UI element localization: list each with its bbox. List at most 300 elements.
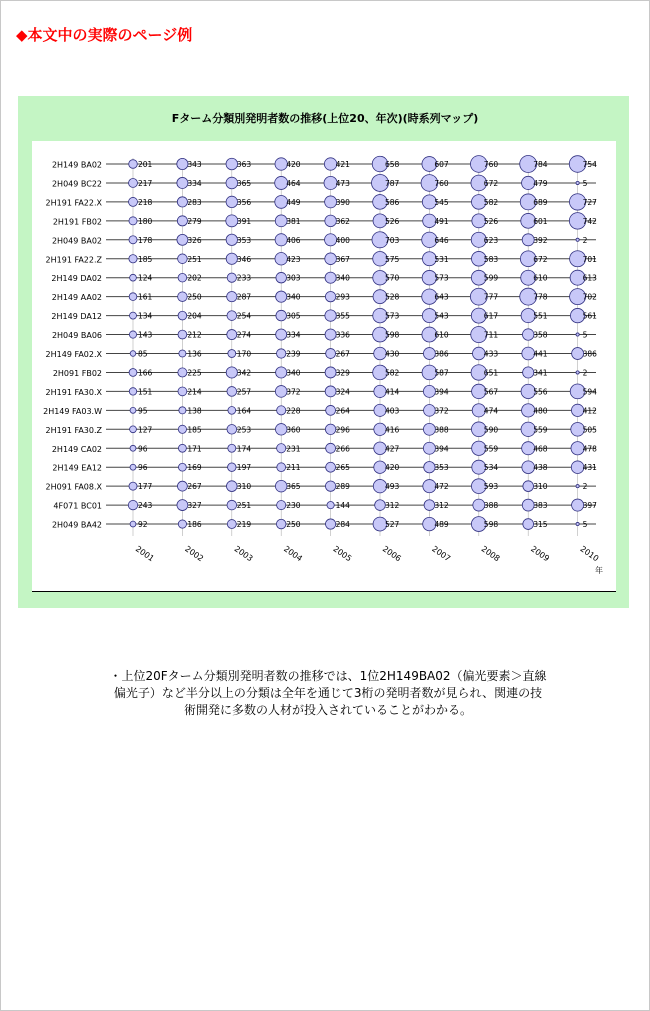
bubble [130, 426, 137, 433]
value-label: 431 [582, 463, 597, 473]
value-label: 531 [434, 254, 449, 264]
value-label: 367 [335, 254, 350, 264]
value-label: 646 [434, 235, 449, 245]
bubble [325, 481, 335, 491]
value-label: 267 [335, 349, 350, 359]
value-label: 449 [286, 197, 301, 207]
value-label: 186 [187, 520, 202, 530]
value-label: 197 [236, 463, 252, 473]
value-label: 312 [385, 501, 400, 511]
value-label: 219 [236, 520, 252, 530]
value-label: 363 [236, 160, 252, 169]
bubble [277, 406, 286, 415]
value-label: 414 [385, 387, 400, 397]
value-label: 144 [335, 501, 350, 511]
value-label: 95 [138, 406, 148, 416]
value-label: 372 [286, 387, 301, 397]
bubble [129, 255, 137, 263]
value-label: 217 [138, 178, 153, 188]
value-label: 689 [533, 197, 548, 207]
value-label: 570 [385, 273, 400, 283]
value-label: 420 [286, 160, 301, 169]
value-label: 778 [533, 292, 548, 302]
value-label: 394 [434, 444, 449, 454]
value-label: 303 [286, 273, 301, 283]
value-label: 587 [434, 368, 449, 378]
bubble [177, 500, 188, 511]
value-label: 472 [434, 482, 449, 492]
value-label: 473 [335, 178, 350, 188]
bubble [576, 181, 579, 184]
bubble [227, 273, 236, 282]
value-label: 651 [483, 368, 499, 378]
bubble [130, 351, 136, 357]
bubble [128, 500, 137, 509]
bubble [277, 444, 286, 453]
value-label: 251 [236, 501, 252, 511]
value-label: 202 [187, 273, 202, 283]
bubble [177, 158, 188, 169]
value-label: 599 [483, 273, 499, 283]
value-label: 394 [434, 387, 449, 397]
value-label: 225 [187, 368, 202, 378]
value-label: 324 [335, 387, 350, 397]
value-label: 170 [236, 349, 252, 359]
value-label: 672 [533, 254, 548, 264]
value-label: 658 [385, 160, 400, 169]
value-label: 491 [434, 216, 449, 226]
value-label: 433 [483, 349, 499, 359]
bubble [326, 405, 336, 415]
bubble [227, 292, 237, 302]
row-label: 2H149 DA02 [51, 274, 102, 284]
value-label: 346 [236, 254, 252, 264]
value-label: 777 [483, 292, 499, 302]
value-label: 336 [335, 330, 350, 340]
bubble [130, 464, 136, 470]
bubble [178, 387, 187, 396]
value-label: 479 [533, 178, 548, 188]
bubble [226, 367, 237, 378]
bubble [228, 350, 236, 358]
bubble [129, 197, 138, 206]
row-label: 2H091 FB02 [52, 368, 102, 378]
value-label: 355 [335, 311, 350, 321]
bubble [178, 444, 186, 452]
value-label: 180 [138, 216, 153, 226]
value-label: 267 [187, 482, 202, 492]
value-label: 386 [582, 349, 597, 359]
value-label: 274 [236, 330, 252, 340]
value-label: 474 [483, 406, 499, 416]
value-label: 742 [582, 216, 597, 226]
value-label: 390 [335, 197, 350, 207]
bubble [130, 274, 137, 281]
row-label: 2H149 BA02 [51, 160, 102, 170]
bubble [178, 368, 187, 377]
bubble [177, 177, 188, 188]
row-label: 2H049 BA02 [51, 236, 102, 246]
value-label: 703 [385, 235, 400, 245]
bubble [129, 236, 137, 244]
bubble [277, 349, 286, 358]
value-label: 329 [335, 368, 350, 378]
bubble [576, 371, 579, 374]
bubble [576, 238, 579, 241]
value-label: 480 [533, 406, 548, 416]
value-label: 441 [533, 349, 548, 359]
bubble [129, 369, 137, 377]
value-label: 164 [236, 406, 252, 416]
bubble [424, 462, 435, 473]
bubble [130, 312, 137, 319]
bubble [325, 367, 336, 378]
page-heading: ◆本文中の実際のページ例 [16, 26, 193, 44]
value-label: 305 [286, 311, 301, 321]
bubble [178, 254, 188, 264]
value-label: 353 [434, 463, 449, 473]
value-label: 264 [335, 406, 350, 416]
value-label: 423 [286, 254, 301, 264]
value-label: 400 [335, 235, 350, 245]
value-label: 253 [236, 425, 252, 435]
value-label: 161 [138, 292, 153, 302]
value-label: 171 [187, 444, 202, 454]
value-label: 185 [187, 425, 202, 435]
bubble [276, 291, 287, 302]
bubble [277, 463, 286, 472]
value-label: 607 [434, 160, 449, 169]
value-label: 527 [385, 520, 400, 530]
value-label: 406 [286, 235, 301, 245]
value-label: 582 [483, 197, 499, 207]
bubble [227, 387, 237, 397]
value-label: 341 [533, 368, 548, 378]
value-label: 284 [335, 520, 350, 530]
value-label: 360 [286, 425, 301, 435]
value-label: 478 [582, 444, 597, 454]
value-label: 174 [236, 444, 252, 454]
value-label: 279 [187, 216, 202, 226]
bubble [276, 519, 286, 529]
value-label: 594 [582, 387, 597, 397]
value-label: 212 [187, 330, 202, 340]
row-label: 2H191 FA30.X [45, 387, 102, 397]
value-label: 293 [335, 292, 350, 302]
bubble [325, 424, 335, 434]
value-label: 233 [236, 273, 252, 283]
value-label: 464 [286, 178, 301, 188]
value-label: 204 [187, 311, 202, 321]
bubble [178, 330, 187, 339]
value-label: 623 [483, 235, 499, 245]
value-label: 727 [582, 197, 597, 207]
value-label: 315 [533, 520, 548, 530]
bubble [276, 329, 287, 340]
value-label: 231 [286, 444, 301, 454]
value-label: 573 [434, 273, 449, 283]
row-label: 2H149 CA02 [51, 444, 102, 454]
row-label: 2H191 FA22.Z [45, 255, 102, 265]
bubble [276, 367, 287, 378]
value-label: 388 [434, 425, 449, 435]
x-tick-label: 2005 [331, 544, 354, 564]
bubble [276, 310, 287, 321]
bubble [177, 216, 187, 226]
x-tick-label: 2002 [183, 544, 206, 564]
value-label: 551 [533, 311, 548, 321]
x-tick-label: 2007 [430, 544, 453, 564]
value-label: 534 [483, 463, 499, 473]
value-label: 702 [582, 292, 597, 302]
bubble [228, 406, 236, 414]
value-label: 427 [385, 444, 400, 454]
value-label: 420 [385, 463, 400, 473]
value-label: 166 [138, 368, 153, 378]
value-label: 2 [582, 368, 588, 378]
value-label: 143 [138, 330, 153, 340]
value-label: 177 [138, 482, 153, 492]
row-label: 2H149 FA02.X [45, 350, 102, 359]
bubble [129, 482, 137, 490]
value-label: 251 [187, 254, 202, 264]
bubble [179, 350, 186, 357]
value-label: 92 [138, 520, 148, 530]
bubble [523, 481, 534, 492]
value-label: 134 [138, 311, 153, 321]
bubble [226, 196, 237, 207]
bubble [277, 501, 286, 510]
value-label: 340 [286, 368, 301, 378]
value-label: 201 [138, 160, 153, 169]
bubble [178, 425, 186, 433]
bubble [227, 330, 237, 340]
value-label: 257 [236, 387, 252, 397]
x-axis-label: 年 [595, 566, 603, 575]
value-label: 672 [483, 178, 499, 188]
value-label: 365 [286, 482, 301, 492]
row-label: 2H191 FB02 [52, 217, 102, 227]
value-label: 2 [582, 235, 588, 245]
value-label: 392 [533, 235, 548, 245]
value-label: 214 [187, 387, 202, 397]
value-label: 2 [582, 482, 588, 492]
row-label: 2H049 BC22 [51, 179, 102, 189]
row-label: 2H149 EA12 [52, 463, 102, 473]
bubble [178, 273, 187, 282]
bubble [178, 311, 187, 320]
value-label: 381 [286, 216, 301, 226]
bubble [325, 310, 336, 321]
value-label: 559 [533, 425, 548, 435]
bubble [130, 407, 136, 413]
value-label: 372 [434, 406, 449, 416]
value-label: 567 [483, 387, 499, 397]
value-label: 586 [385, 197, 400, 207]
value-label: 96 [138, 463, 148, 473]
value-label: 265 [335, 463, 350, 473]
value-label: 356 [236, 197, 252, 207]
value-label: 250 [187, 292, 202, 302]
value-label: 754 [582, 160, 597, 169]
bubble [325, 329, 336, 340]
value-label: 211 [286, 463, 301, 473]
value-label: 127 [138, 425, 153, 435]
bubble [130, 445, 136, 451]
value-label: 397 [582, 501, 597, 511]
value-label: 326 [187, 235, 202, 245]
bubble [179, 407, 186, 414]
value-label: 283 [187, 197, 202, 207]
value-label: 787 [385, 178, 400, 188]
value-label: 228 [286, 406, 301, 416]
bubble [523, 367, 534, 378]
bubble [227, 500, 237, 510]
value-label: 353 [236, 235, 252, 245]
value-label: 358 [533, 330, 548, 340]
value-label: 289 [335, 482, 350, 492]
chart-title: Fターム分類別発明者数の推移(上位20、年次)(時系列マップ) [171, 112, 479, 125]
value-label: 760 [483, 160, 499, 169]
value-label: 239 [286, 349, 301, 359]
value-label: 784 [533, 160, 548, 169]
value-label: 590 [483, 425, 499, 435]
x-tick-label: 2010 [578, 544, 601, 564]
value-label: 388 [483, 501, 499, 511]
bubble [226, 234, 237, 245]
value-label: 598 [385, 330, 400, 340]
value-label: 169 [187, 463, 202, 473]
bubble [576, 522, 579, 525]
value-label: 334 [286, 330, 301, 340]
value-label: 556 [533, 387, 548, 397]
value-label: 296 [335, 425, 350, 435]
bubble [178, 520, 186, 528]
x-tick-label: 2009 [529, 544, 551, 564]
row-label: 2H049 BA42 [51, 520, 102, 530]
value-label: 575 [385, 254, 400, 264]
bubble [130, 521, 136, 527]
bubble [226, 481, 237, 492]
bubble [327, 501, 334, 508]
bubble [325, 272, 336, 283]
value-label: 96 [138, 444, 148, 454]
value-label: 617 [483, 311, 499, 321]
value-label: 643 [434, 292, 449, 302]
bubble [326, 462, 336, 472]
bubble [177, 234, 188, 245]
value-label: 230 [286, 501, 301, 511]
x-tick-label: 2001 [133, 544, 156, 564]
x-tick-label: 2008 [479, 544, 502, 564]
value-label: 438 [533, 463, 548, 473]
value-label: 711 [483, 330, 499, 340]
value-label: 5 [582, 330, 588, 340]
value-label: 601 [533, 216, 548, 226]
value-label: 340 [335, 273, 350, 283]
bubble [375, 500, 386, 511]
value-label: 582 [385, 368, 400, 378]
bubble [228, 463, 236, 471]
value-label: 138 [187, 406, 202, 416]
x-tick-label: 2004 [282, 544, 304, 564]
value-label: 526 [385, 216, 400, 226]
bubble [576, 485, 579, 488]
value-label: 185 [138, 254, 153, 264]
bubble [129, 293, 137, 301]
value-label: 386 [434, 349, 449, 359]
row-label: 2H191 FA22.X [45, 198, 102, 208]
bubble [523, 519, 534, 530]
bubble [576, 333, 579, 336]
value-label: 760 [434, 178, 449, 188]
value-label: 526 [483, 216, 499, 226]
value-label: 310 [533, 482, 548, 492]
value-label: 412 [582, 406, 597, 416]
value-label: 85 [138, 349, 148, 359]
x-tick-label: 2006 [380, 544, 403, 564]
bubble [178, 463, 186, 471]
value-label: 5 [582, 520, 588, 530]
value-label: 505 [582, 425, 597, 435]
value-label: 598 [483, 520, 499, 530]
value-label: 701 [582, 254, 597, 264]
bubble [325, 386, 336, 397]
value-label: 416 [385, 425, 400, 435]
row-label: 2H149 FA03.W [43, 406, 102, 416]
value-label: 254 [236, 311, 252, 321]
value-label: 561 [582, 311, 597, 321]
bubble [226, 253, 237, 264]
description-text: ・上位20Fターム分類別発明者数の推移では、1位2H149BA02（偏光要素＞直線偏光子）など半分以上の分類は全年を通じて3桁の発明者数が見られ、関連の技術開発に多数の人材が投入されていることがわかる。 [109, 669, 547, 717]
bubble [178, 292, 188, 302]
bubble [326, 443, 336, 453]
value-label: 493 [385, 482, 400, 492]
bubble [228, 444, 236, 452]
value-label: 334 [187, 178, 202, 188]
value-label: 559 [483, 444, 499, 454]
value-label: 362 [335, 216, 350, 226]
value-label: 151 [138, 387, 153, 397]
value-label: 610 [434, 330, 449, 340]
bubble [227, 424, 237, 434]
bubble [227, 311, 237, 321]
value-label: 124 [138, 273, 153, 283]
value-label: 178 [138, 235, 153, 245]
value-label: 528 [385, 292, 400, 302]
value-label: 136 [187, 349, 202, 359]
row-label: 2H091 FA08.X [45, 482, 102, 492]
bubble [325, 291, 335, 301]
row-label: 2H049 BA06 [51, 331, 102, 341]
value-label: 403 [385, 406, 400, 416]
row-label: 2H149 AA02 [51, 293, 102, 303]
bubble [129, 388, 136, 395]
bubble [177, 481, 187, 491]
value-label: 342 [236, 368, 252, 378]
x-tick-label: 2003 [232, 544, 255, 564]
value-label: 365 [236, 178, 252, 188]
row-label: 2H149 DA12 [51, 312, 102, 322]
value-label: 613 [582, 273, 597, 283]
value-label: 343 [187, 160, 202, 169]
value-label: 218 [138, 197, 153, 207]
value-label: 593 [483, 482, 499, 492]
value-label: 243 [138, 501, 153, 511]
value-label: 250 [286, 520, 301, 530]
bubble [276, 272, 287, 283]
value-label: 583 [483, 254, 499, 264]
